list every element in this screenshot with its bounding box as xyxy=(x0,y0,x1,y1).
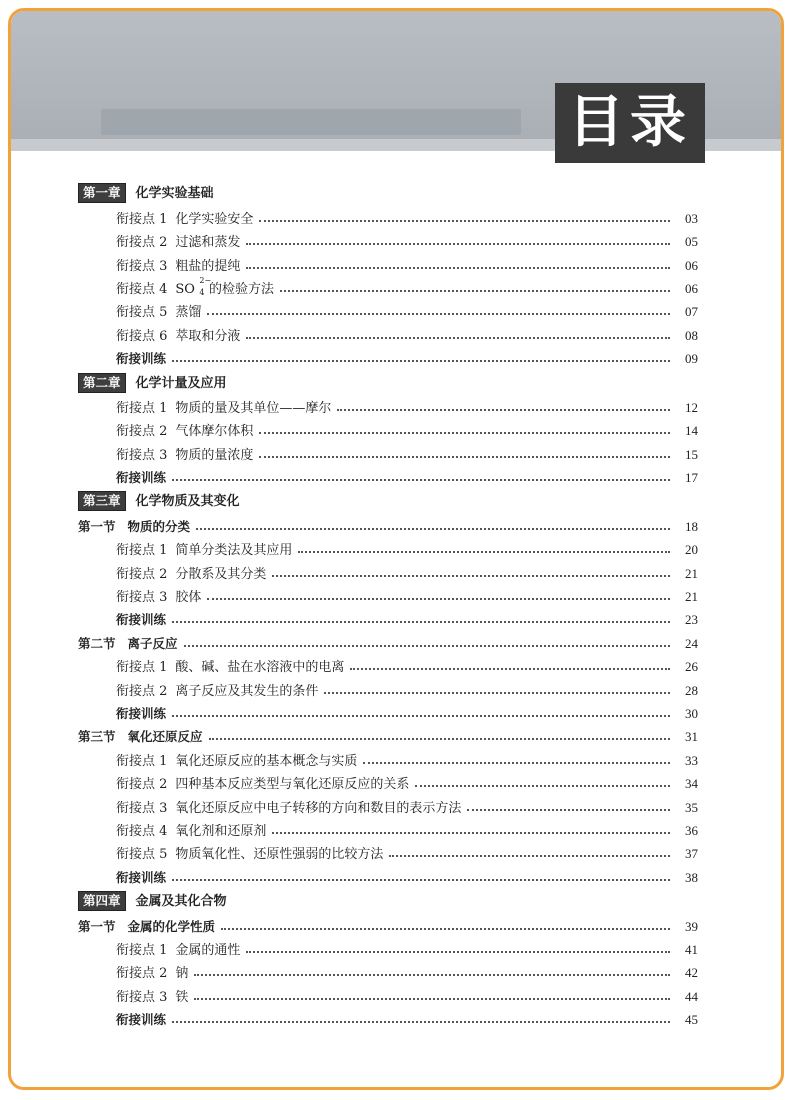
chapter-title: 化学实验基础 xyxy=(135,186,214,202)
page-number: 35 xyxy=(685,799,698,815)
page-number: 14 xyxy=(685,423,698,439)
entry-title: 胶体 xyxy=(175,590,202,606)
page-number: 05 xyxy=(685,234,698,250)
entry-title: 气体摩尔体积 xyxy=(175,424,254,440)
entry-title: 蒸馏 xyxy=(175,305,202,321)
leader-dots xyxy=(389,854,670,857)
entry-label: 衔接点 2 xyxy=(116,424,168,440)
page-title: 目录 xyxy=(555,83,705,163)
entry-label: 衔接点 3 xyxy=(116,447,168,463)
toc-entry[interactable] xyxy=(78,203,698,226)
leader-dots xyxy=(172,478,670,481)
entry-label: 衔接点 3 xyxy=(116,800,168,816)
leader-dots xyxy=(259,219,670,222)
chapter-heading[interactable] xyxy=(78,488,698,511)
toc-entry[interactable] xyxy=(78,582,698,605)
toc-entry[interactable] xyxy=(78,320,698,343)
toc-entry[interactable] xyxy=(78,675,698,698)
page-number: 38 xyxy=(685,869,698,885)
page-number: 31 xyxy=(685,729,698,745)
section-label: 第一节 xyxy=(78,518,116,534)
leader-dots xyxy=(209,737,670,740)
leader-dots xyxy=(184,644,670,647)
toc-entry-drill[interactable] xyxy=(78,699,698,722)
chapter-title: 化学物质及其变化 xyxy=(135,494,240,510)
page-number: 24 xyxy=(685,635,698,651)
chapter-heading[interactable] xyxy=(78,180,698,203)
leader-dots xyxy=(207,312,670,315)
leader-dots xyxy=(272,574,670,577)
entry-title: 铁 xyxy=(175,989,189,1005)
entry-title: 金属的通性 xyxy=(175,942,241,958)
toc-entry[interactable] xyxy=(78,416,698,439)
entry-label: 衔接点 4 xyxy=(116,281,168,297)
entry-title: 物质的量及其单位——摩尔 xyxy=(175,400,332,416)
drill-title: 衔接训练 xyxy=(116,470,167,486)
leader-dots xyxy=(196,527,670,530)
page-number: 39 xyxy=(685,918,698,934)
leader-dots xyxy=(207,597,670,600)
page-number: 06 xyxy=(685,257,698,273)
toc-entry[interactable] xyxy=(78,935,698,958)
toc-entry[interactable] xyxy=(78,227,698,250)
leader-dots xyxy=(246,266,670,269)
leader-dots xyxy=(246,950,670,953)
toc-entry-drill[interactable] xyxy=(78,1005,698,1028)
entry-label: 衔接点 1 xyxy=(116,942,168,958)
leader-dots xyxy=(415,784,670,787)
chapter-heading[interactable] xyxy=(78,369,698,392)
entry-label: 衔接点 1 xyxy=(116,753,168,769)
toc-entry[interactable] xyxy=(78,297,698,320)
section-label: 第三节 xyxy=(78,729,116,745)
toc-entry[interactable] xyxy=(78,839,698,862)
entry-title: 物质的量浓度 xyxy=(175,447,254,463)
chapter-label: 第一章 xyxy=(78,183,126,203)
entry-label: 衔接点 3 xyxy=(116,590,168,606)
entry-label: 衔接点 2 xyxy=(116,235,168,251)
leader-dots xyxy=(172,620,670,623)
page-number: 34 xyxy=(685,776,698,792)
formula-base: SO xyxy=(175,281,195,297)
leader-dots xyxy=(350,667,670,670)
entry-label: 衔接点 2 xyxy=(116,566,168,582)
page-number: 08 xyxy=(685,327,698,343)
page-number: 17 xyxy=(685,470,698,486)
toc-entry-drill[interactable] xyxy=(78,463,698,486)
toc-entry[interactable] xyxy=(78,816,698,839)
entry-label: 衔接点 6 xyxy=(116,328,168,344)
page-number: 26 xyxy=(685,659,698,675)
section-title: 物质的分类 xyxy=(127,518,191,534)
leader-dots xyxy=(221,927,670,930)
toc-entry-drill[interactable] xyxy=(78,862,698,885)
toc-entry[interactable] xyxy=(78,745,698,768)
toc-entry[interactable] xyxy=(78,769,698,792)
toc-entry-drill[interactable] xyxy=(78,605,698,628)
section-title: 氧化还原反应 xyxy=(127,729,203,745)
page-number: 03 xyxy=(685,210,698,226)
entry-title: 钠 xyxy=(175,966,189,982)
toc-entry[interactable] xyxy=(78,439,698,462)
entry-label: 衔接点 4 xyxy=(116,823,168,839)
entry-label: 衔接点 1 xyxy=(116,543,168,559)
page-number: 33 xyxy=(685,752,698,768)
drill-title: 衔接训练 xyxy=(116,1012,167,1028)
entry-title: 氧化剂和还原剂 xyxy=(175,823,267,839)
page-number: 42 xyxy=(685,965,698,981)
chapter-title: 化学计量及应用 xyxy=(135,375,227,391)
entry-title: 粗盐的提纯 xyxy=(175,258,241,274)
entry-label: 衔接点 1 xyxy=(116,400,168,416)
entry-title: 的检验方法 xyxy=(208,281,274,297)
entry-title: 酸、碱、盐在水溶液中的电离 xyxy=(175,660,345,676)
section-title: 金属的化学性质 xyxy=(127,918,216,934)
toc-entry[interactable] xyxy=(78,274,698,297)
drill-title: 衔接训练 xyxy=(116,351,167,367)
chapter-title: 金属及其化合物 xyxy=(135,894,227,910)
section-label: 第一节 xyxy=(78,918,116,934)
leader-dots xyxy=(172,359,670,362)
entry-label: 衔接点 2 xyxy=(116,777,168,793)
entry-title: 物质氧化性、还原性强弱的比较方法 xyxy=(175,847,384,863)
toc-entry[interactable] xyxy=(78,792,698,815)
leader-dots xyxy=(172,1020,670,1023)
toc-entry-drill[interactable] xyxy=(78,344,698,367)
entry-title: 离子反应及其发生的条件 xyxy=(175,683,319,699)
entry-label: 衔接点 2 xyxy=(116,683,168,699)
chapter-label: 第二章 xyxy=(78,373,126,393)
entry-title: 化学实验安全 xyxy=(175,211,254,227)
page-number: 18 xyxy=(685,518,698,534)
section-title: 离子反应 xyxy=(127,635,178,651)
leader-dots xyxy=(324,691,670,694)
leader-dots xyxy=(298,550,670,553)
page-number: 36 xyxy=(685,822,698,838)
table-of-contents xyxy=(78,178,698,1028)
toc-entry[interactable] xyxy=(78,535,698,558)
page-number: 45 xyxy=(685,1012,698,1028)
drill-title: 衔接训练 xyxy=(116,612,167,628)
entry-label: 衔接点 3 xyxy=(116,989,168,1005)
leader-dots xyxy=(259,431,670,434)
entry-title: 氧化还原反应的基本概念与实质 xyxy=(175,753,358,769)
toc-entry[interactable] xyxy=(78,558,698,581)
page-number: 15 xyxy=(685,446,698,462)
page-number: 41 xyxy=(685,941,698,957)
entry-title: 简单分类法及其应用 xyxy=(175,543,293,559)
page-number: 37 xyxy=(685,846,698,862)
sulfate-formula xyxy=(175,275,212,297)
chapter-label: 第三章 xyxy=(78,491,126,511)
toc-entry[interactable] xyxy=(78,652,698,675)
entry-label: 衔接点 5 xyxy=(116,847,168,863)
formula-charge: 2− xyxy=(199,275,212,285)
entry-title: 过滤和蒸发 xyxy=(175,235,241,251)
formula-subscript: 4 xyxy=(199,287,205,297)
leader-dots xyxy=(259,455,670,458)
toc-entry[interactable] xyxy=(78,958,698,981)
page-number: 28 xyxy=(685,682,698,698)
page-number: 07 xyxy=(685,304,698,320)
page-number: 21 xyxy=(685,589,698,605)
chapter-heading[interactable] xyxy=(78,888,698,911)
entry-label: 衔接点 5 xyxy=(116,305,168,321)
page-number: 06 xyxy=(685,280,698,296)
drill-title: 衔接训练 xyxy=(116,869,167,885)
drill-title: 衔接训练 xyxy=(116,705,167,721)
leader-dots xyxy=(363,761,670,764)
page-number: 21 xyxy=(685,565,698,581)
toc-entry[interactable] xyxy=(78,981,698,1004)
page-number: 12 xyxy=(685,399,698,415)
entry-label: 衔接点 1 xyxy=(116,211,168,227)
leader-dots xyxy=(194,973,670,976)
entry-title: 萃取和分液 xyxy=(175,328,241,344)
page-number: 30 xyxy=(685,705,698,721)
leader-dots xyxy=(172,878,670,881)
section-label: 第二节 xyxy=(78,635,116,651)
header-decoration xyxy=(101,109,521,135)
entry-title: 分散系及其分类 xyxy=(175,566,267,582)
entry-label: 衔接点 1 xyxy=(116,660,168,676)
entry-label: 衔接点 2 xyxy=(116,966,168,982)
leader-dots xyxy=(172,714,670,717)
entry-title: 氧化还原反应中电子转移的方向和数目的表示方法 xyxy=(175,800,462,816)
chapter-label: 第四章 xyxy=(78,891,126,911)
section-heading[interactable] xyxy=(78,511,698,534)
entry-title: 四种基本反应类型与氧化还原反应的关系 xyxy=(175,777,410,793)
section-heading[interactable] xyxy=(78,628,698,651)
toc-entry[interactable] xyxy=(78,250,698,273)
section-heading[interactable] xyxy=(78,911,698,934)
toc-entry[interactable] xyxy=(78,393,698,416)
leader-dots xyxy=(246,336,670,339)
page-number: 23 xyxy=(685,612,698,628)
entry-label: 衔接点 3 xyxy=(116,258,168,274)
leader-dots xyxy=(246,242,670,245)
leader-dots xyxy=(467,808,670,811)
page-number: 44 xyxy=(685,988,698,1004)
page-number: 09 xyxy=(685,351,698,367)
leader-dots xyxy=(272,831,670,834)
leader-dots xyxy=(280,289,670,292)
leader-dots xyxy=(337,408,670,411)
section-heading[interactable] xyxy=(78,722,698,745)
page-number: 20 xyxy=(685,542,698,558)
leader-dots xyxy=(194,997,670,1000)
